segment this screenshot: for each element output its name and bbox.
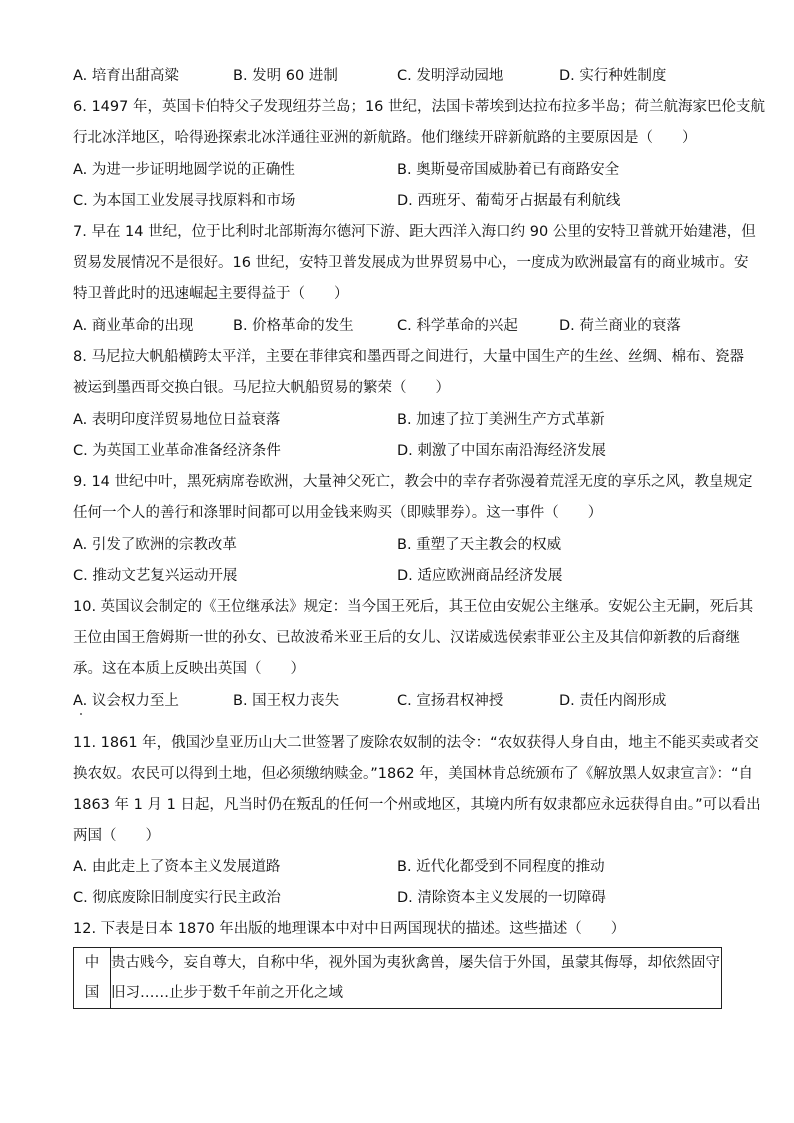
q6-options-row-1 bbox=[73, 160, 723, 180]
q7-option-d[interactable]: D. 荷兰商业的衰落 bbox=[559, 318, 681, 334]
q6-options-row-2 bbox=[73, 191, 723, 211]
q9-option-d[interactable]: D. 适应欧洲商品经济发展 bbox=[397, 568, 563, 584]
q11-stem-line-4: 两国（ ） bbox=[73, 828, 160, 844]
q6-stem-line-1: 6. 1497 年，英国卡伯特父子发现纽芬兰岛；16 世纪，法国卡蒂埃到达拉布拉多半岛；荷兰航海家巴伦支航 bbox=[73, 99, 766, 115]
q7-option-b[interactable]: B. 价格革命的发生 bbox=[233, 318, 354, 334]
q10-stem-line-2: 王位由国王詹姆斯一世的孙女、已故波希米亚王后的女儿、汉诺威选侯索菲亚公主及其信仰新教的后裔继 bbox=[73, 630, 740, 646]
q6-option-d[interactable]: D. 西班牙、葡萄牙占据最有利航线 bbox=[397, 193, 621, 209]
q6-option-a[interactable]: A. 为进一步证明地圆学说的正确性 bbox=[73, 162, 295, 178]
q5-options bbox=[73, 66, 723, 86]
stray-dot bbox=[80, 713, 82, 715]
country-char-1: 中 bbox=[84, 955, 100, 971]
q8-option-b[interactable]: B. 加速了拉丁美洲生产方式革新 bbox=[397, 412, 605, 428]
q7-stem-line-2: 贸易发展情况不是很好。16 世纪，安特卫普发展成为世界贸易中心，一度成为欧洲最富有的商业城市。安 bbox=[73, 255, 749, 271]
q11-stem-line-3: 1863 年 1 月 1 日起，凡当时仍在叛乱的任何一个州或地区，其境内所有奴隶都应永远获得自由。”可以看出 bbox=[73, 797, 761, 813]
description-cell bbox=[111, 948, 722, 1009]
q9-options-row-2 bbox=[73, 566, 723, 586]
q8-stem-line-1: 8. 马尼拉大帆船横跨太平洋，主要在菲律宾和墨西哥之间进行，大量中国生产的生丝、丝绸、棉布、瓷器 bbox=[73, 349, 744, 365]
q11-option-a[interactable]: A. 由此走上了资本主义发展道路 bbox=[73, 859, 281, 875]
q9-stem-line-2: 任何一个人的善行和涤罪时间都可以用金钱来购买（即赎罪券）。这一事件（ ） bbox=[73, 505, 603, 521]
country-cell bbox=[74, 948, 111, 1009]
q5-option-c[interactable]: C. 发明浮动园地 bbox=[397, 68, 504, 84]
q6-option-b[interactable]: B. 奥斯曼帝国威胁着已有商路安全 bbox=[397, 162, 620, 178]
q10-option-c[interactable]: C. 宣扬君权神授 bbox=[397, 693, 504, 709]
q8-option-d[interactable]: D. 刺激了中国东南沿海经济发展 bbox=[397, 443, 606, 459]
q5-option-b[interactable]: B. 发明 60 进制 bbox=[233, 68, 338, 84]
q11-stem-line-1: 11. 1861 年，俄国沙皇亚历山大二世签署了废除农奴制的法令：“农奴获得人身自由，地主不能买卖或者交 bbox=[73, 735, 759, 751]
q8-option-c[interactable]: C. 为英国工业革命准备经济条件 bbox=[73, 443, 281, 459]
q8-options-row-2 bbox=[73, 441, 723, 461]
q10-stem-line-1: 10. 英国议会制定的《王位继承法》规定：当今国王死后，其王位由安妮公主继承。安妮公主无嗣，死后其 bbox=[73, 599, 754, 615]
q5-option-d[interactable]: D. 实行种姓制度 bbox=[559, 68, 667, 84]
q6-stem-line-2: 行北冰洋地区，哈得逊探索北冰洋通往亚洲的新航路。他们继续开辟新航路的主要原因是（ ） bbox=[73, 130, 697, 146]
q11-option-c[interactable]: C. 彻底废除旧制度实行民主政治 bbox=[73, 890, 281, 906]
q7-option-a[interactable]: A. 商业革命的出现 bbox=[73, 318, 194, 334]
q8-option-a[interactable]: A. 表明印度洋贸易地位日益衰落 bbox=[73, 412, 281, 428]
q11-options-row-2 bbox=[73, 888, 723, 908]
description-line-1: 贵古贱今，妄自尊大，自称中华，视外国为夷狄禽兽，屡失信于外国，虽蒙其侮辱，却依然固守 bbox=[111, 955, 720, 971]
q7-stem-line-1: 7. 早在 14 世纪，位于比利时北部斯海尔德河下游、距大西洋入海口约 90 公里的安特卫普就开始建港，但 bbox=[73, 224, 756, 240]
q7-stem-line-3: 特卫普此时的迅速崛起主要得益于（ ） bbox=[73, 286, 349, 302]
q8-options-row-1 bbox=[73, 410, 723, 430]
q9-options-row-1 bbox=[73, 535, 723, 555]
q11-options-row-1 bbox=[73, 857, 723, 877]
q8-stem-line-2: 被运到墨西哥交换白银。马尼拉大帆船贸易的繁荣（ ） bbox=[73, 380, 450, 396]
q9-stem-line-1: 9. 14 世纪中叶，黑死病席卷欧洲，大量神父死亡，教会中的幸存者弥漫着荒淫无度的享乐之风，教皇规定 bbox=[73, 474, 753, 490]
country-char-2: 国 bbox=[84, 985, 100, 1001]
q10-options bbox=[73, 691, 723, 711]
q10-option-a[interactable]: A. 议会权力至上 bbox=[73, 693, 179, 709]
q9-option-a[interactable]: A. 引发了欧洲的宗教改革 bbox=[73, 537, 237, 553]
q9-option-b[interactable]: B. 重塑了天主教会的权威 bbox=[397, 537, 562, 553]
description-line-2: 旧习……止步于数千年前之开化之域 bbox=[111, 985, 343, 1001]
q11-option-d[interactable]: D. 清除资本主义发展的一切障碍 bbox=[397, 890, 606, 906]
table-row bbox=[74, 948, 722, 1009]
q10-stem-line-3: 承。这在本质上反映出英国（ ） bbox=[73, 661, 305, 677]
q11-option-b[interactable]: B. 近代化都受到不同程度的推动 bbox=[397, 859, 605, 875]
q10-option-d[interactable]: D. 责任内阁形成 bbox=[559, 693, 667, 709]
q5-option-a[interactable]: A. 培育出甜高粱 bbox=[73, 68, 179, 84]
q10-option-b[interactable]: B. 国王权力丧失 bbox=[233, 693, 340, 709]
q12-stem: 12. 下表是日本 1870 年出版的地理课本中对中日两国现状的描述。这些描述（ ） bbox=[73, 921, 626, 937]
q7-options bbox=[73, 316, 723, 336]
q12-table bbox=[73, 947, 722, 1009]
q11-stem-line-2: 换农奴。农民可以得到土地，但必须缴纳赎金。”1862 年，美国林肯总统颁布了《解放黑人奴隶宣言》：“自 bbox=[73, 766, 754, 782]
q6-option-c[interactable]: C. 为本国工业发展寻找原料和市场 bbox=[73, 193, 296, 209]
q9-option-c[interactable]: C. 推动文艺复兴运动开展 bbox=[73, 568, 238, 584]
q7-option-c[interactable]: C. 科学革命的兴起 bbox=[397, 318, 518, 334]
